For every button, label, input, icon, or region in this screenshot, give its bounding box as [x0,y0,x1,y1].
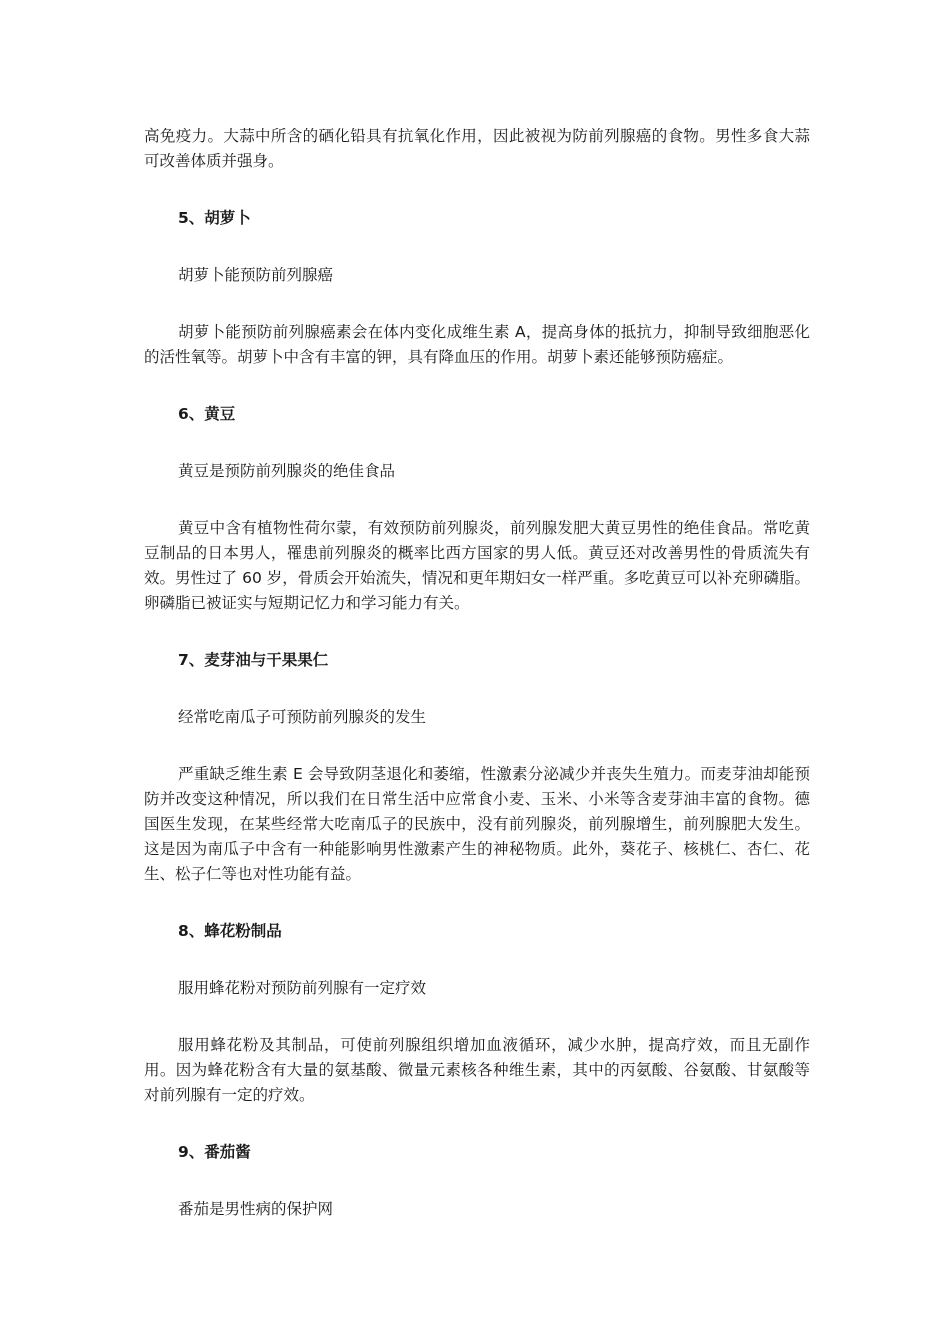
subheading-wheatgerm-nuts: 经常吃南瓜子可预防前列腺炎的发生 [178,708,427,726]
document-page [144,120,810,1222]
subheading-soybean: 黄豆是预防前列腺炎的绝佳食品 [178,462,396,480]
heading-carrot: 5、胡萝卜 [178,209,251,227]
paragraph-carrot: 胡萝卜能预防前列腺癌素会在体内变化成维生素 A，提高身体的抵抗力，抑制导致细胞恶化的活性氧等。胡萝卜中含有丰富的钾，具有降血压的作用。胡萝卜素还能够预防癌症。 [144,323,810,366]
heading-soybean: 6、黄豆 [178,405,236,423]
paragraph-garlic-end: 高免疫力。大蒜中所含的硒化铅具有抗氧化作用，因此被视为防前列腺癌的食物。男性多食大蒜可改善体质并强身。 [144,127,810,170]
subheading-bee-pollen: 服用蜂花粉对预防前列腺有一定疗效 [178,979,427,997]
paragraph-bee-pollen: 服用蜂花粉及其制品，可使前列腺组织增加血液循环，减少水肿，提高疗效，而且无副作用。因为蜂花粉含有大量的氨基酸、微量元素核各种维生素，其中的丙氨酸、谷氨酸、甘氨酸等对前列腺有一定的疗效。 [144,1036,810,1104]
subheading-carrot: 胡萝卜能预防前列腺癌 [178,266,334,284]
heading-bee-pollen: 8、蜂花粉制品 [178,922,282,940]
paragraph-wheatgerm-nuts: 严重缺乏维生素 E 会导致阴茎退化和萎缩，性激素分泌减少并丧失生殖力。而麦芽油却能预防并改变这种情况，所以我们在日常生活中应常食小麦、玉米、小米等含麦芽油丰富的食物。德国医生发现，在某些经常大吃南瓜子的民族中，没有前列腺炎，前列腺增生，前列腺肥大发生。这是因为南瓜子中含有一种能影响男性激素产生的神秘物质。此外，葵花子、核桃仁、杏仁、花生、松子仁等也对性功能有益。 [144,765,810,883]
heading-wheatgerm-nuts: 7、麦芽油与干果果仁 [178,651,329,669]
subheading-tomato-sauce: 番茄是男性病的保护网 [178,1200,334,1218]
paragraph-soybean: 黄豆中含有植物性荷尔蒙，有效预防前列腺炎，前列腺发肥大黄豆男性的绝佳食品。常吃黄豆制品的日本男人，罹患前列腺炎的概率比西方国家的男人低。黄豆还对改善男性的骨质流失有效。男性过了 60 岁，骨质会开始流失，情况和更年期妇女一样严重。多吃黄豆可以补充卵磷脂。卵磷脂已被证实与短期记忆力和学习能力有关。 [144,519,810,612]
heading-tomato-sauce: 9、番茄酱 [178,1143,251,1161]
